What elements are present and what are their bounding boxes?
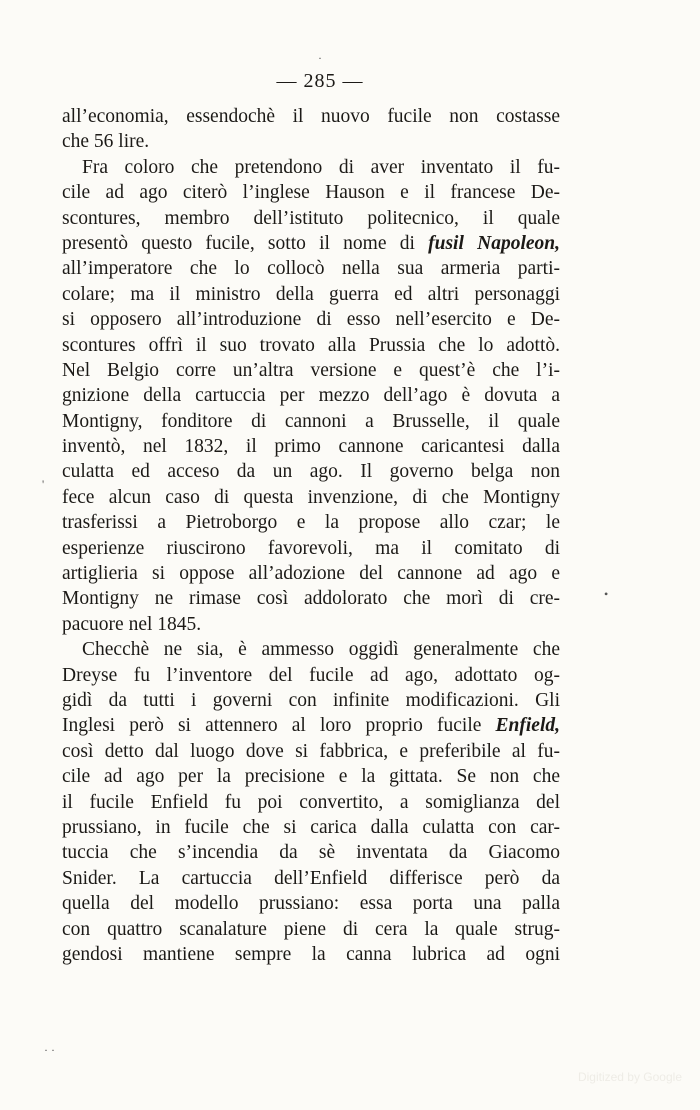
text-line: [62, 434, 560, 459]
text-line: [62, 510, 560, 535]
text-line-content: scontures offrì il suo trovato alla Prussia che lo adottò.: [62, 334, 560, 356]
text-line-content: cile ad ago per la precisione e la gittata. Se non che: [62, 766, 560, 788]
text-line-content: il fucile Enfield fu poi convertito, a somiglianza del: [62, 791, 560, 813]
text-line: [62, 840, 560, 865]
text-line: [62, 409, 560, 434]
watermark: Digitized by Google: [577, 1070, 682, 1084]
text-line-content: con quattro scanalature piene di cera la quale strug-: [62, 918, 560, 940]
speck-mark: ·: [318, 51, 322, 65]
text-line: [62, 206, 560, 231]
text-line-content: colare; ma il ministro della guerra ed altri personaggi: [62, 283, 560, 305]
text-line: [62, 688, 560, 713]
margin-mark-left: ': [42, 477, 45, 491]
text-line-content: inventò, nel 1832, il primo cannone caricantesi dalla: [62, 436, 560, 458]
text-line-content: culatta ed acceso da un ago. Il governo belga non: [62, 461, 560, 483]
text-line-content: all’imperatore che lo collocò nella sua armeria parti-: [62, 258, 560, 280]
text-line-content: Dreyse fu l’inventore del fucile ad ago, adottato og-: [62, 664, 560, 686]
body-text: [62, 104, 560, 967]
text-line: [62, 764, 560, 789]
text-line: [62, 815, 560, 840]
text-line: [62, 333, 560, 358]
text-line-content: cile ad ago citerò l’inglese Hauson e il francese De-: [62, 182, 560, 204]
text-line: [62, 612, 560, 637]
text-line: [62, 713, 560, 738]
text-line: [62, 459, 560, 484]
text-line-content: Snider. La cartuccia dell’Enfield differisce però da: [62, 867, 560, 889]
text-line-content: Montigny, fonditore di cannoni a Brusselle, il quale: [62, 410, 560, 432]
text-line: [62, 663, 560, 688]
text-line-content: prussiano, in fucile che si carica dalla culatta con car-: [62, 816, 560, 838]
text-line: [62, 866, 560, 891]
text-line-content: pacuore nel 1845.: [62, 613, 202, 635]
text-line-content: trasferissi a Pietroborgo e la propose allo czar; le: [62, 512, 560, 534]
text-line: [62, 586, 560, 611]
emphasized-term: Enfield,: [495, 715, 560, 737]
text-line-content: Checchè ne sia, è ammesso oggidì generalmente che: [82, 639, 560, 661]
text-line-content: gidì da tutti i governi con infinite modificazioni. Gli: [62, 689, 560, 711]
text-line-content: artiglieria si oppose all’adozione del cannone ad ago e: [62, 563, 560, 585]
text-line-content: che 56 lire.: [62, 131, 150, 153]
text-line: [62, 104, 560, 129]
text-line: [62, 231, 560, 256]
text-line: [62, 790, 560, 815]
text-line-content: si opposero all’introduzione di esso nell’esercito e De-: [62, 309, 560, 331]
text-line-content: così detto dal luogo dove si fabbrica, e preferibile al fu-: [62, 740, 560, 762]
text-line: [62, 891, 560, 916]
text-line: [62, 358, 560, 383]
text-line-content: esperienze riuscirono favorevoli, ma il comitato di: [62, 537, 560, 559]
page-number: — 285 —: [276, 70, 364, 92]
text-line: [62, 383, 560, 408]
text-line-content: quella del modello prussiano: essa porta una palla: [62, 893, 560, 915]
text-line-content: gnizione della cartuccia per mezzo dell’ago è dovuta a: [62, 385, 560, 407]
text-line: [62, 256, 560, 281]
text-line: [62, 739, 560, 764]
text-line-content: tuccia che s’incendia da sè inventata da Giacomo: [62, 842, 560, 864]
corner-marks: · ·: [44, 1043, 55, 1057]
text-line-content: Nel Belgio corre un’altra versione e quest’è che l’i-: [62, 359, 560, 381]
text-line-content: Montigny ne rimase così addolorato che morì di cre-: [62, 588, 560, 610]
text-line-content: Inglesi però si attennero al loro proprio fucile: [62, 715, 496, 737]
text-line: [62, 129, 560, 154]
text-line-content: presentò questo fucile, sotto il nome di: [62, 232, 429, 254]
text-line-content: all’economia, essendochè il nuovo fucile non costasse: [62, 106, 560, 127]
text-line: [62, 536, 560, 561]
text-line-content: Fra coloro che pretendono di aver inventato il fu-: [82, 156, 560, 178]
text-line-content: fece alcun caso di questa invenzione, di che Montigny: [62, 486, 560, 508]
text-line: [62, 282, 560, 307]
text-line-content: scontures, membro dell’istituto politecnico, il quale: [62, 207, 560, 229]
text-line: [62, 180, 560, 205]
margin-mark-right: •: [604, 587, 609, 601]
text-line: [62, 561, 560, 586]
text-line-content: gendosi mantiene sempre la canna lubrica ad ogni: [62, 943, 560, 965]
text-line: [62, 307, 560, 332]
text-line: [62, 917, 560, 942]
text-line: [62, 637, 560, 662]
text-line: [62, 155, 560, 180]
text-line: [62, 942, 560, 967]
text-line: [62, 485, 560, 510]
emphasized-term: fusil Napoleon,: [428, 232, 560, 254]
